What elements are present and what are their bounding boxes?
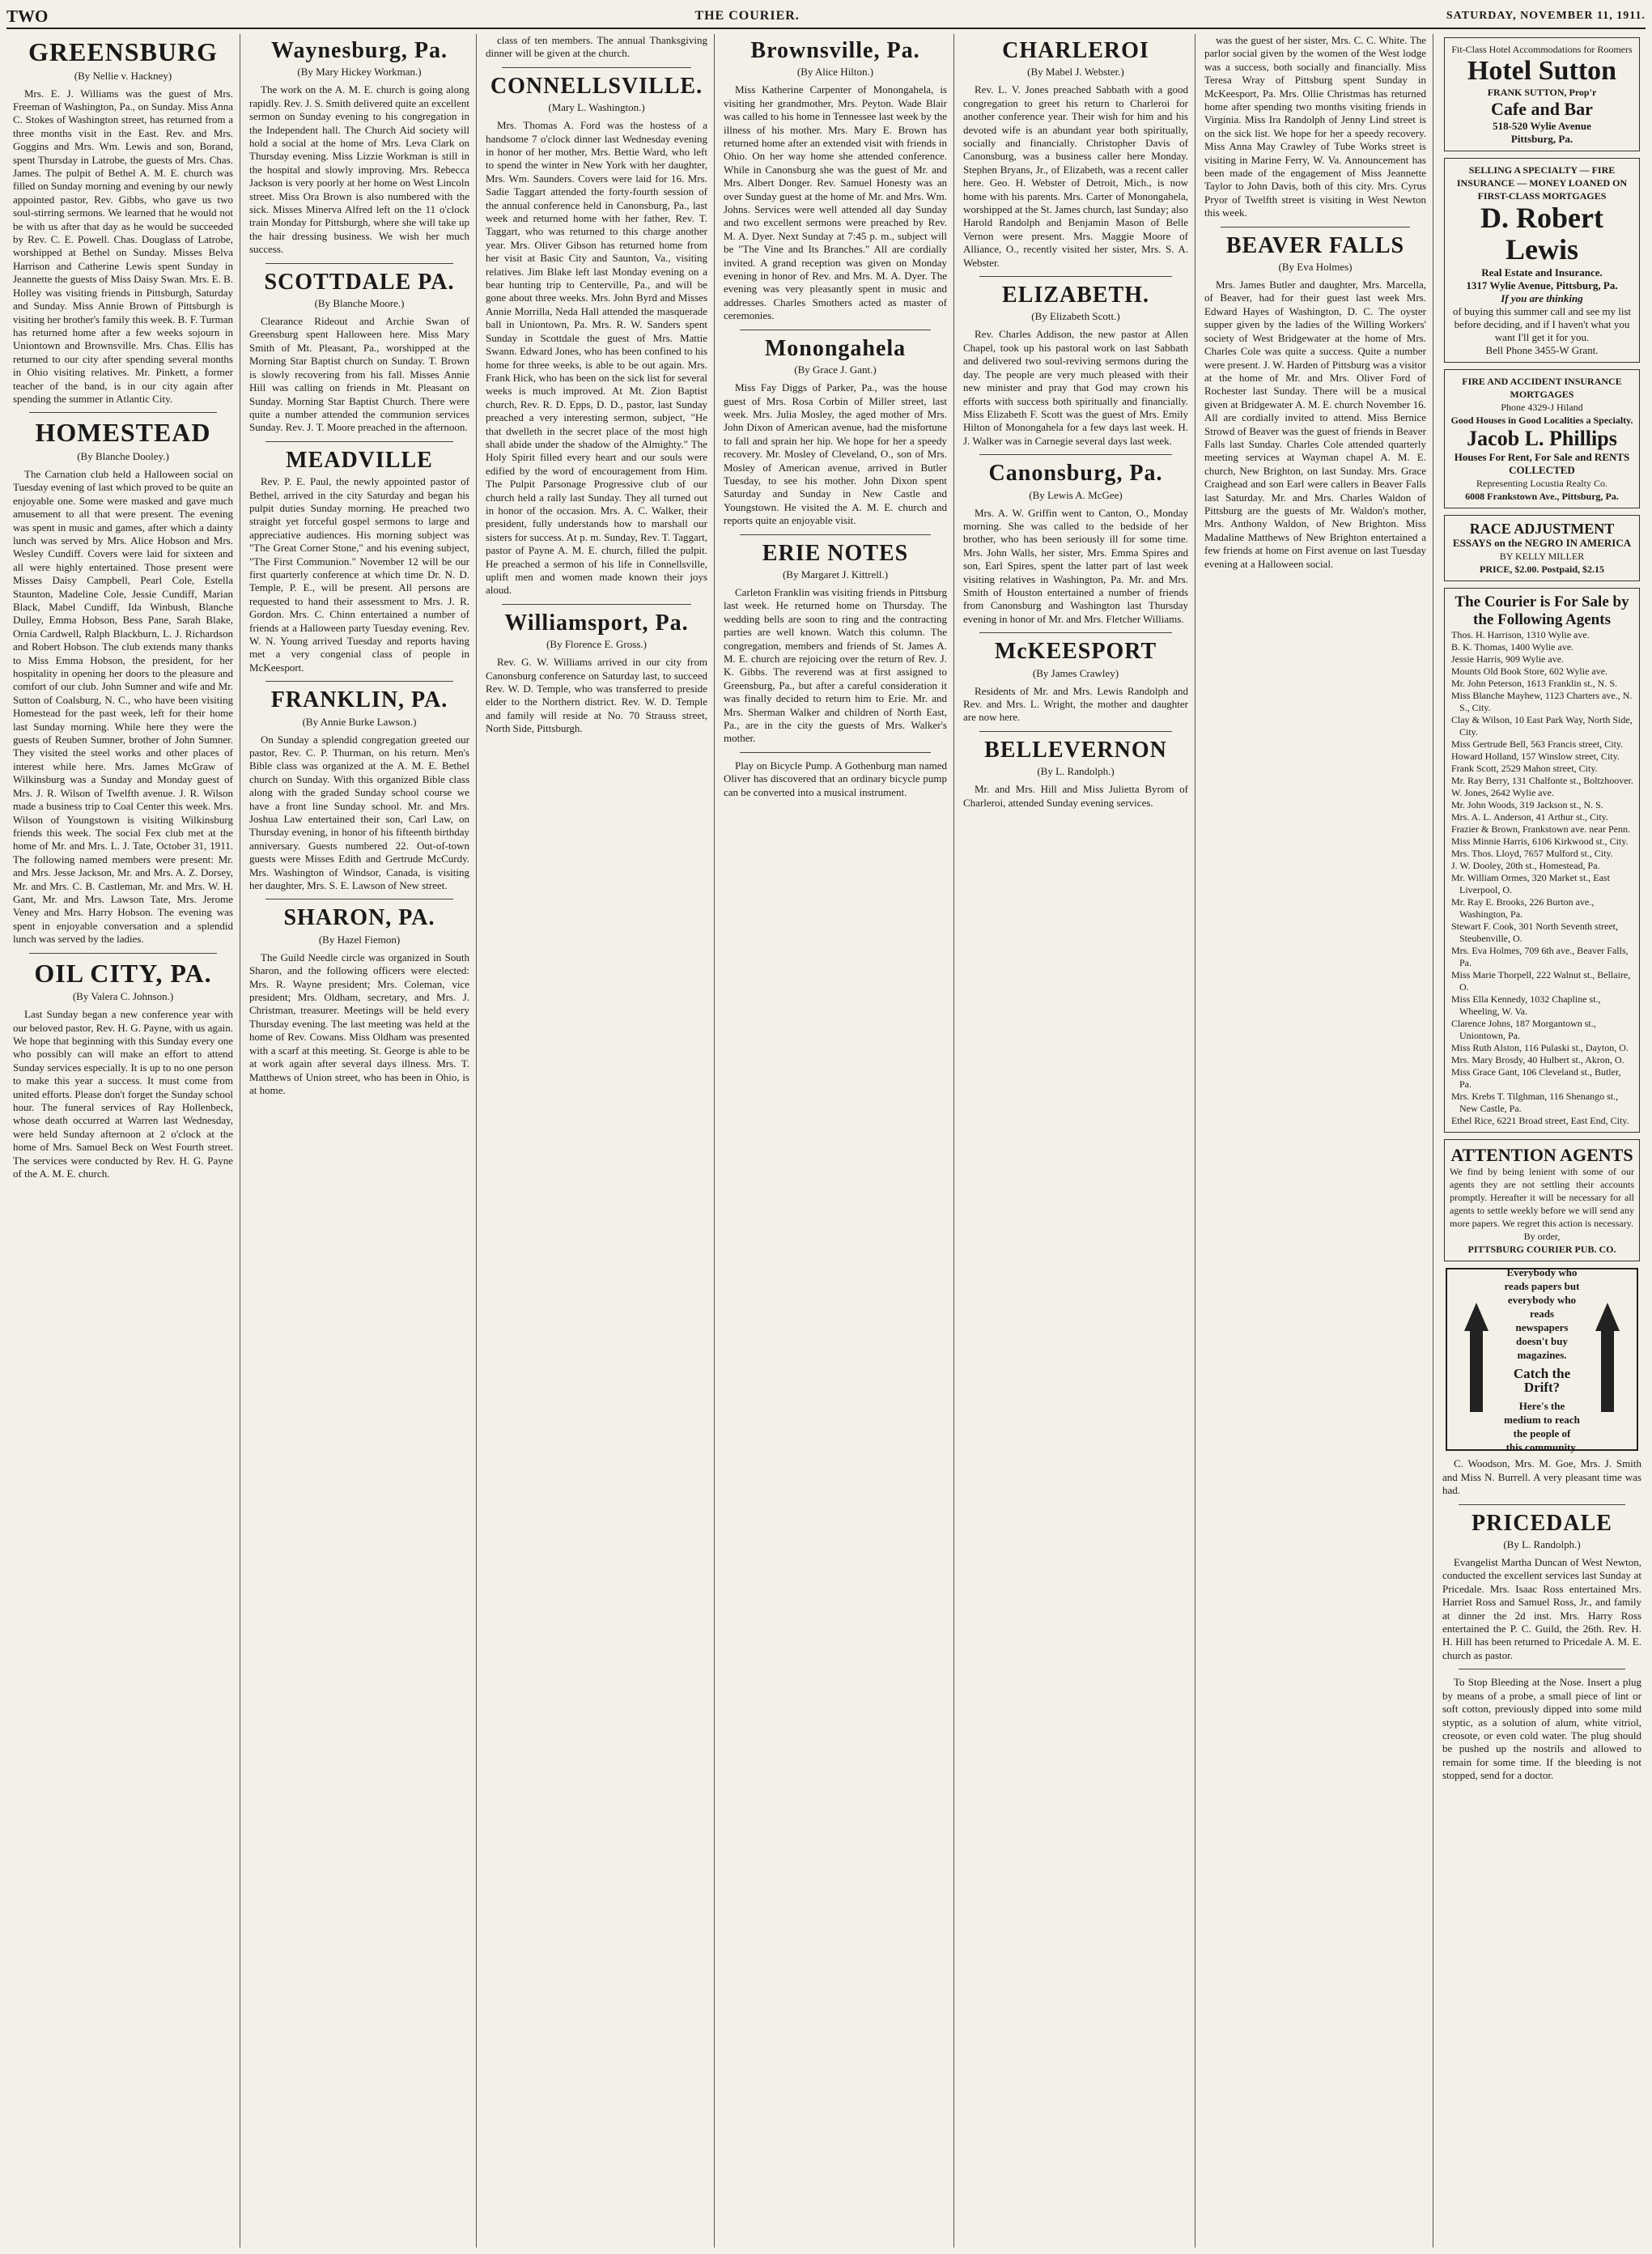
article-body: Mrs. Thomas A. Ford was the hostess of a handsome 7 o'clock dinner last Wednesday evening in honor of her mother, Mrs. Bettie Ward, who left to spend the winter in New York with her daughter, Mrs. Wm. Saunders. Covers were laid for 16. Mrs. Sadie Taggart attended the forty-fourth session of the annual conference held in Canonsburg, Pa., last week and returned home with her father, Rev. T. Taggart, who was returned to this charge another year. Mrs. Oliver Gibson has returned home from her visit at Basic City and Saunton, Va., visiting relatives. Jim Blake left last Monday evening on a bear hunting trip to Centerville, Pa., and will be gone about three weeks. Mrs. John Byrd and Misses Annie Morrilla, Neda Hall attended the masquerade ball in Uniontown, Pa. Mrs. R. W. Sanders spent Sunday in Scottdale the guest of Mrs. Mattie Swann. Edward Jones, who has been confined to his home for three weeks, is able to be out again. Mrs. Frank Hick, who has been on the sick list for several weeks is much improved. At Mt. Zion Baptist church, Rev. R. D. Epps, D. D., pastor, last Sunday preached a very interesting sermon, subject, "He that dwelleth in the secret place of the most high shall abide under the shadow of the Almighty." The Holy Spirit filled every heart and our souls were edified by the word of encouragement from Him. The Pulpit Parsonage Progressive club of our church held a rally last Sunday. They all turned out in honor of the occasion. Mrs. A. C. Walker, their president, fully understands how to marshall our sisters for success. At p. m. Sunday, Rev. T. Taggart, pastor of Payne A. M. E. church, filled the pulpit. He preached a sermon of his life in Connellsville, uplift men and women made known their joys aloud.: [486, 119, 707, 597]
article: [963, 283, 1188, 448]
article-headline: SCOTTDALE PA.: [264, 269, 455, 295]
divider: [979, 276, 1172, 277]
article: [486, 34, 707, 61]
article-body: Rev. G. W. Williams arrived in our city from Canonsburg conference on Saturday last, to succeed Rev. W. D. Temple, who was transferred to preside elder to the Northern district. Rev. W. D. Temple and family will reside at No. 70 Strauss street, North Side, Pittsburgh.: [486, 656, 707, 735]
article-byline: (By Blanche Dooley.): [77, 449, 169, 462]
article: [13, 39, 233, 406]
article-headline: HOMESTEAD: [35, 418, 211, 448]
article-body: Residents of Mr. and Mrs. Lewis Randolph and Rev. and Mrs. L. Wright, the mother and daughter are now here.: [963, 684, 1188, 724]
agent-entry: Mr. William Ormes, 320 Market st., East Liverpool, O.: [1451, 872, 1610, 896]
article-byline: (By L. Randolph.): [1503, 1538, 1581, 1551]
ad-line: Everybody who reads papers but everybody who reads newspapers doesn't buy magazines.: [1504, 1265, 1580, 1361]
agent-entry: Miss Blanche Mayhew, 1123 Charters ave., N. S., City.: [1451, 690, 1633, 714]
article-body: Rev. P. E. Paul, the newly appointed pastor of Bethel, arrived in the city Saturday and began his pulpit duties Sunday morning. He preached two straight yet forceful gospel sermons to large and appreciative audiences. His morning subject was "The Great Corner Stone," and his evening subject, "The First Communion." November 12 will be our first quarterly conference at which time Dr. N. D. Temple, P. E., will be present. All persons are requested to hand their assessment to Mrs. J. R. Gordon. Mrs. C. Chinn entertained a number of friends at a Halloween party Tuesday evening. Rev. W. N. Young arrived Tuesday and reports having met a very congenial class of people in McKeesport.: [249, 475, 469, 674]
ad-subtitle: Cafe and Bar: [1491, 99, 1593, 120]
ad-address: 1317 Wylie Avenue, Pittsburg, Pa.: [1466, 279, 1618, 291]
ad-text: By order,: [1523, 1231, 1561, 1243]
agent-entry: Frank Scott, 2529 Mahon street, City.: [1451, 763, 1598, 775]
article-headline: OIL CITY, PA.: [34, 958, 212, 988]
article-headline: CHARLEROI: [1002, 38, 1149, 63]
article-byline: (By Nellie v. Hackney): [74, 69, 172, 82]
ad-address: 6008 Frankstown Ave., Pittsburg, Pa.: [1465, 490, 1619, 502]
article-body: The Carnation club held a Halloween social on Tuesday evening of last which proved to be quite an enjoyable one. Some were masked and gave much amusement to all that were present. The evening was spent in music and games, after which a dainty lunch was served by Mrs. Alice Hobson and Mrs. Wesley Cundiff. Covers were laid for sixteen and all were highly entertained. Those present were Misses Daisy Campbell, Pearl Cole, Estella Staunton, Madeline Cole, Jessie Cundiff, Marian Black, Mabel Cundiff, Ida Winbush, Blanche Dulley, Emma Hobson, Bess Pane, Sarah Blake, Ornia Cardwell, Ralph Blackburn, L. J. Richardson and Robert Hobson. The club extends many thanks to Miss Emma Hobson, the president, for her hospitality in opening her doors to the pleasure and comfort of our club. John Sumner and wife and Mr. Sutton of Coalsburg, N. C., who have been visiting Homestead for the past week, left for their home last Sunday morning. While here they were the guests of Reuben Sumner, brother of John Sumner. They visited the steel works and other places of interest while here. Mrs. James McGraw of Wilkinsburg was a Sunday and Monday guest of Mrs. J. R. Wilson of Twelfth avenue. J. R. Wilson made a business trip to Coal Center this week. Mrs. Wilson of Youngstown is visiting Wilkinsburg friends this week. The social Fex club met at the home of Mr. and Mrs. L. J. Tate, October 31, 1911. The following named members were present: Mr. and Mrs. Jesse Jackson, Mr. and Mrs. A. Z. Dorsey, Mr. and Mrs. C. B. Castleman, Mr. and Mrs. W. H. Gant, Mr. and Mrs. Lawson Tate, Mrs. Jerome Veney and Mrs. Harry Hobson. The evening was spent in enjoyable conversation and a splendid lunch was served by the ladies.: [13, 467, 233, 946]
divider: [265, 441, 453, 442]
ad-text: Fit-Class Hotel Accommodations for Roomers: [1451, 44, 1633, 55]
article: [486, 611, 707, 736]
article: [13, 419, 233, 946]
divider: [502, 67, 691, 68]
article-byline: (By Elizabeth Scott.): [1031, 310, 1120, 323]
agent-entry: Mrs. Eva Holmes, 709 6th ave., Beaver Falls, Pa.: [1451, 945, 1629, 969]
ad-text: of buying this summer call and see my list before deciding, and if I haven't what you want I'll get it for you.: [1452, 304, 1632, 343]
agents-list: [1450, 629, 1634, 1127]
ad-text: If you are thinking: [1501, 291, 1583, 304]
article-headline: BELLEVERNON: [984, 737, 1167, 763]
article-headline: GREENSBURG: [28, 37, 219, 66]
agent-entry: Mrs. Krebs T. Tilghman, 116 Shenango st., New Castle, Pa.: [1451, 1091, 1619, 1115]
agent-entry: Clarence Johns, 187 Morgantown st., Uniontown, Pa.: [1451, 1018, 1596, 1042]
article-body: was the guest of her sister, Mrs. C. C. White. The parlor social given by the women of the West lodge was a success, both socially and financially. Miss Teresa Wray of Pittsburg spent Sunday in McKeesport, Pa. Mrs. Ollie Christmas has returned home after spending two months visiting friends in Virginia. Miss Ira Randolph of Jenny Lind street is on the sick list. We hope for her a speedy recovery. Miss Anna May Crawley of Tube Works street is visiting in Marine Ferry, W. Va. Announcement has been made of the engagement of Miss Jeannette Taylor to John Davis, both of this city. Mrs. Cyrus Pryor of Twelfth street is visiting in West Newton this week.: [1204, 34, 1426, 219]
agent-entry: B. K. Thomas, 1400 Wylie ave.: [1451, 641, 1574, 653]
article-body: Rev. L. V. Jones preached Sabbath with a good congregation to greet his return to Charleroi for another conference year. Their wish for him and his devoted wife is an abundant year both spiritually, socially and financially. Christopher Davis of Canonsburg, was a business caller here Monday. Stephen Bryans, Jr., of Elizabeth, was a recent caller here. Geo. H. Webster of Detroit, Mich., is now home with his parents. Mrs. Carter of Monongahela, worshipped at the St. James church, last Sunday; also Harold Randolph and Benjamin Mason of Belle Vernon were present. Mrs. Maggie Moore of Alliance, O., recently visited her sister, Mrs. S. A. Webster.: [963, 83, 1189, 269]
page-number: TWO: [6, 6, 49, 26]
ad-text: Houses For Rent, For Sale and RENTS COLLECTED: [1454, 450, 1630, 476]
agent-entry: Mr. Ray Berry, 131 Chalfonte st., Boltzhoover.: [1451, 775, 1633, 787]
agent-entry: Mr. John Woods, 319 Jackson st., N. S.: [1451, 799, 1603, 811]
divider: [740, 752, 931, 753]
article: [1442, 1512, 1641, 1663]
ad-city: Pittsburg, Pa.: [1510, 132, 1573, 145]
article-byline: (By Valera C. Johnson.): [72, 990, 174, 1003]
article-byline: (By L. Randolph.): [1037, 765, 1115, 778]
agent-entry: Clay & Wilson, 10 East Park Way, North Side, City.: [1451, 714, 1633, 738]
article-headline: SHARON, PA.: [283, 905, 435, 931]
article: [724, 337, 947, 528]
race-adjustment-ad: [1444, 515, 1640, 582]
agent-entry: Frazier & Brown, Frankstown ave. near Penn.: [1451, 823, 1630, 836]
agent-entry: W. Jones, 2642 Wylie ave.: [1451, 787, 1554, 799]
article: [249, 39, 469, 257]
ad-title: RACE ADJUSTMENT: [1469, 520, 1615, 537]
article-byline: (By Alice Hilton.): [796, 66, 874, 79]
robert-lewis-ad: [1444, 158, 1640, 363]
ad-subtitle: ESSAYS on the NEGRO IN AMERICA: [1452, 537, 1632, 550]
article-body: Mrs. E. J. Williams was the guest of Mrs. Freeman of Washington, Pa., on Sunday. Miss Anna C. Stokes of Washington street, has returned from a three months visit in the East. Rev. and Mrs. Goggins and Mrs. Wm. Lewis and son, Borand, spent Thursday in Latrobe, the guests of Mrs. Chas. James. The pulpit of Bethel A. M. E. church was filled on Sunday morning and evening by our newly appointed pastor, Rev. Gibbs, who gave us two soul-stirring sermons. We learned that he would not be with us after that day as he would be succeeded by Rev. C. E. Powell. Chas. Douglass of Latrobe, worshipped at Bethel on Sunday. Misses Belva Harrison and Catherine Lewis spent Sunday in Jeannette the guests of Miss Daisy Swan. Mrs. E. B. Holley was visiting friends in Pittsburgh, Saturday and Sunday. Miss Annie Brown of Pittsburgh is visiting her brother's family this week. B. F. Turman has returned home after a few weeks sojourn in Uniontown and Brownsville. Mrs. Chas. Ellis has returned to our city after spending several months in Ohio visiting relatives. Mr. Pinkett, a former teacher of the band, is in our city again after spending the summer in Atlantic City.: [13, 87, 233, 405]
agent-entry: Miss Grace Gant, 106 Cleveland st., Butler, Pa.: [1451, 1066, 1621, 1091]
column-rule: [714, 34, 715, 2248]
column-4: [717, 34, 953, 2248]
hotel-sutton-ad: [1444, 37, 1640, 151]
agent-entry: Mrs. Thos. Lloyd, 7657 Mulford st., City.: [1451, 848, 1613, 860]
agent-entry: Miss Gertrude Bell, 563 Francis street, City.: [1451, 738, 1624, 751]
agent-entry: Mrs. Mary Brosdy, 40 Hulbert st., Akron, O.: [1451, 1054, 1624, 1066]
article-byline: (By Mabel J. Webster.): [1027, 66, 1124, 79]
article-body: On Sunday a splendid congregation greeted our pastor, Rev. C. P. Thurman, on his return. Men's Bible class was organized at the A. M. E. Bethel church on Sunday. With this organized Bible class along with the graded Sunday school course we have a front line Sunday school. Mr. and Mrs. Joshua Law entertained their son, Carl Law, on Thursday evening, in honor of his fifteenth birthday anniversary. Guests numbered 22. Out-of-town guests were Misses Edith and Gertrude McCurdy. Mrs. Washington of Windsor, Canada, is visiting her daughter, Mrs. S. E. Lawson of New street.: [249, 733, 469, 892]
ad-text: [1501, 1262, 1583, 1457]
article-byline: (By Mary Hickey Workman.): [297, 66, 422, 79]
divider: [265, 681, 453, 682]
column-7-ads: [1436, 34, 1648, 2248]
article: [963, 461, 1188, 626]
paper-name: THE COURIER.: [694, 9, 800, 23]
article-headline: FRANKLIN, PA.: [270, 687, 448, 713]
article-headline: Brownsville, Pa.: [750, 38, 920, 63]
divider: [740, 534, 931, 535]
ad-title: Catch the Drift?: [1513, 1365, 1571, 1395]
agent-entry: Miss Marie Thorpell, 222 Walnut st., Bellaire, O.: [1451, 969, 1631, 993]
article-body: Mrs. A. W. Griffin went to Canton, O., Monday morning. She was called to the bedside of her brother, who has been seriously ill for some time. Mrs. John Walls, her sister, Mrs. Emma Spires and son, Earl Spires, spent the latter part of last week visiting relatives in Washington, Pa. Mr. and Mrs. Smith of Houston entertained a number of friends from Canonsburg and Washington last Thursday evening in honor of Mr. and Mrs. Fletcher Williams.: [963, 506, 1188, 625]
article: [963, 39, 1188, 270]
article: [963, 640, 1188, 725]
article-headline: PRICEDALE: [1472, 1510, 1612, 1536]
article-headline: Waynesburg, Pa.: [270, 38, 448, 63]
ad-text: Real Estate and Insurance.: [1481, 266, 1603, 279]
article: [1442, 1457, 1641, 1497]
article-headline: BEAVER FALLS: [1225, 232, 1405, 258]
article: [249, 270, 469, 435]
article: [1204, 34, 1426, 220]
ad-title: ATTENTION AGENTS: [1450, 1145, 1633, 1166]
article: [724, 759, 947, 799]
agent-entry: Mr. John Peterson, 1613 Franklin st., N. S.: [1451, 678, 1618, 690]
column-3: [479, 34, 714, 2248]
article: [724, 542, 947, 746]
article: [1204, 234, 1426, 571]
courier-agents-list: [1444, 588, 1640, 1133]
masthead: [6, 5, 1646, 29]
article: [486, 74, 707, 598]
article-body: class of ten members. The annual Thanksgiving dinner will be given at the church.: [486, 34, 707, 60]
ad-address: 518-520 Wylie Avenue: [1493, 119, 1591, 132]
article: [249, 449, 469, 674]
agent-entry: Jessie Harris, 909 Wylie ave.: [1451, 653, 1565, 666]
article-headline: ERIE NOTES: [762, 540, 909, 566]
article-byline: (By Annie Burke Lawson.): [302, 715, 417, 728]
catch-the-drift-ad: [1446, 1265, 1638, 1453]
divider: [29, 953, 217, 954]
issue-date: SATURDAY, NOVEMBER 11, 1911.: [1446, 10, 1646, 22]
divider: [29, 412, 217, 413]
ad-text: FRANK SUTTON, Prop'r: [1487, 87, 1597, 99]
article-headline: Williamsport, Pa.: [504, 610, 689, 636]
ad-phone: Phone 4329-J Hiland: [1501, 401, 1583, 413]
article-body: Mrs. James Butler and daughter, Mrs. Marcella, of Beaver, had for their guest last week Mrs. Edward Hayes of Washington, D. C. The oyster supper given by the ladies of the Willing Workers' society of West Bridgewater at the home of Mrs. Charles Cole was quite a success. Quite a number were present. J. W. Harden of Pittsburg was a visitor at the home of Mr. and Mrs. Oliver Ford of Rochester last Sunday. There will be a musical given at Bridgewater A. M. E. church November 16. All are cordially invited to attend. Miss Bernice Strowd of Beaver was the guest of friends in Beaver Falls last Sunday. Charles Cole attended quarterly meeting services at Wayman chapel A. M. E. church, New Brighton, on last Sunday. Mrs. Grace Craighead and son Earl were callers in Beaver Falls last Saturday. Mr. and Mrs. Charles Waldon of Pittsburg are the guests of Mr. Waldon's mother, Mrs. Anthony Waldon, of New Brighton. Miss Madaline Matthews of New Brighton entertained a few friends at home on First avenue on last Tuesday evening at a Halloween social.: [1204, 279, 1426, 570]
article-body: Miss Fay Diggs of Parker, Pa., was the house guest of Mrs. Rosa Corbin of Miller street, last week. Mrs. Julia Mosley, the aged mother of Mrs. John Dixon of American avenue, had the misfortune to fall and sprain her hip. We hope for her a speedy recovery. Mr. Mosley of Cleveland, O., son of Mrs. Mosley of American avenue, arrived in Butler Tuesday, to see his mother. John Dixon spent Saturday and Sunday in New Castle and Youngstown. He visited the A. M. E. church and reports quite an enjoyable visit.: [724, 381, 947, 527]
article-byline: (By Blanche Moore.): [314, 297, 405, 310]
article: [963, 738, 1188, 810]
article-byline: (By Hazel Fiemon): [318, 933, 401, 946]
article-byline: (By James Crawley): [1032, 666, 1119, 679]
divider: [979, 632, 1172, 633]
article: [1442, 1676, 1641, 1782]
article-body: Mr. and Mrs. Hill and Miss Julietta Byrom of Charleroi, attended Sunday evening services.: [963, 783, 1188, 809]
divider: [1459, 1504, 1625, 1505]
ad-line: Here's the medium to reach the people of this community.: [1504, 1399, 1580, 1453]
agent-entry: Stewart F. Cook, 301 North Seventh street, Steubenville, O.: [1451, 921, 1619, 945]
column-rule: [476, 34, 477, 2248]
article-body: C. Woodson, Mrs. M. Goe, Mrs. J. Smith and Miss N. Burrell. A very pleasant time was had.: [1442, 1457, 1641, 1497]
ad-text: SELLING A SPECIALTY — FIRE INSURANCE — MONEY LOANED ON FIRST-CLASS MORTGAGES: [1456, 164, 1628, 202]
jacob-phillips-ad: [1444, 369, 1640, 508]
article: [724, 39, 947, 323]
ad-text: FIRE AND ACCIDENT INSURANCE MORTGAGES: [1462, 375, 1622, 400]
agent-entry: Mr. Ray E. Brooks, 226 Burton ave., Washington, Pa.: [1451, 896, 1595, 921]
column-5: [957, 34, 1195, 2248]
article-body: Play on Bicycle Pump. A Gothenburg man named Oliver has discovered that an ordinary bicycle pump can be converted into a musical instrument.: [724, 759, 947, 798]
agent-entry: Mounts Old Book Store, 602 Wylie ave.: [1451, 666, 1608, 678]
article-byline: (Mary L. Washington.): [548, 101, 645, 114]
ad-title: D. Robert Lewis: [1480, 201, 1603, 266]
agent-entry: Miss Minnie Harris, 6106 Kirkwood st., City.: [1451, 836, 1629, 848]
ad-title: Jacob L. Phillips: [1467, 426, 1617, 450]
article-body: Miss Katherine Carpenter of Monongahela, is visiting her grandmother, Mrs. Peyton. Wade Blair was called to his home in Tennessee last week by the illness of his mother. Mrs. Mary E. Brown has returned home after an extended visit with friends in Ohio. On her way home she attended conference. While in Canonsburg she was the guest of Mr. and Mrs. Albert Donger. Rev. Samuel Honesty was an over Sunday guest at the home of Mr. and Mrs. Wm. Johns. Services were well attended all day Sunday and two excellent sermons were preached by Rev. M. A. Dyer. Next Sunday at 7:45 p. m., subject will be "The Vine and Its Branches." All are cordially invited. A grand reception was given on Monday evening in honor of Rev. and Mrs. M. A. Dyer. The evening was very pleasantly spent in music and addresses. Charles Smothers acted as master of ceremonies.: [724, 83, 947, 322]
article-body: The Guild Needle circle was organized in South Sharon, and the following officers were elected: Mrs. R. Wayne president; Mrs. Coleman, vice president; Mrs. Oldham, secretary, and Mrs. J. Christman, treasurer. Meetings will be held every Thursday evening. The last meeting was held at the home of Rev. Cowans. Miss Oldham was presented with a scarf at this meeting. St. George is able to be at work again after several days illness. Mrs. T. Matthews of Union street, who has been in Ohio, is at home.: [249, 951, 469, 1096]
article-headline: CONNELLSVILLE.: [490, 73, 703, 99]
article-body: Last Sunday began a new conference year with our beloved pastor, Rev. H. G. Payne, with us again. We hope that beginning with this Sunday every one who possibly can will make an effort to attend Sunday services especially. It is up to no one person to make this year a success. It must come from united efforts. Please don't forget the Sunday school hour. The funeral services of Ray Hollenbeck, whose death occurred at Warren last Wednesday, were held Sunday afternoon at 2 o'clock at the home of Mrs. Samuel Beck on West Fourth street. The services were conducted by Rev. H. G. Payne of the A. M. E. church.: [13, 1008, 233, 1180]
ad-title: Hotel Sutton: [1467, 56, 1617, 86]
article: [249, 688, 469, 892]
article-headline: Monongahela: [764, 335, 907, 361]
divider: [1221, 227, 1410, 228]
column-1: [6, 34, 240, 2248]
article-headline: McKEESPORT: [994, 639, 1157, 665]
pointing-hand-icon: [1452, 1299, 1501, 1420]
agent-entry: Miss Ruth Alston, 116 Pulaski st., Dayton, O.: [1451, 1042, 1629, 1054]
article-byline: (By Margaret J. Kittrell.): [782, 568, 889, 581]
article-body: Carleton Franklin was visiting friends in Pittsburg last week. He returned home on Thursday. The wedding bells are soon to ring and the contracting parties are well known. Watch this column. The congregation, members and friends of St. James A. M. E. church are rejoicing over the return of Rev. J. K. Gibbs. The reverend was at first assigned to Greensburg, Pa., but after a careful consideration it was finally decided to return him to Erie. Mr. and Mrs. Sherman Walker and children of North East, Pa., are in the city the guests of Mrs. Walker's mother.: [724, 585, 947, 745]
article-byline: (By Eva Holmes): [1278, 261, 1353, 274]
column-6: [1198, 34, 1433, 2248]
ad-text: We find by being lenient with some of our agents they are not settling their accounts promptly. Hereafter it will be necessary for all agents to settle weekly before we will send any more papers. We regret this action is necessary.: [1450, 1166, 1634, 1230]
attention-agents-notice: [1444, 1139, 1640, 1261]
article-body: Rev. Charles Addison, the new pastor at Allen Chapel, took up his pastoral work on last Sabbath and delivered two soul-reviving sermons during the day. The people are very much pleased with their new minister and pray that God may crown his efforts with success both spiritually and financially. Miss Elizabeth F. Scott was the guest of Mrs. Emily Hilton of Monongahela for a few days last week. H. J. Walker was in Carnegie several days last week.: [963, 328, 1188, 447]
article: [13, 960, 233, 1181]
ad-text: PITTSBURG COURIER PUB. CO.: [1467, 1244, 1616, 1256]
article-headline: Canonsburg, Pa.: [988, 461, 1163, 487]
ad-text: Good Houses in Good Localities a Specialty.: [1450, 414, 1633, 426]
article-headline: ELIZABETH.: [1002, 283, 1149, 308]
agent-entry: Thos. H. Harrison, 1310 Wylie ave.: [1451, 629, 1590, 641]
column-rule: [953, 34, 954, 2248]
divider: [979, 454, 1172, 455]
divider: [979, 731, 1172, 732]
ad-text: Representing Locustia Realty Co.: [1476, 477, 1607, 489]
column-2: [243, 34, 476, 2248]
article-byline: (By Lewis A. McGee): [1029, 488, 1123, 501]
article-body: Clearance Rideout and Archie Swan of Greensburg spent Halloween here. Miss Mary Smith of Mt. Pleasant, Pa., worshipped at the Morning Star Baptist church on Sunday. T. Brown is slowly recovering from his fall. Misses Annie Hill was calling on friends in Mt. Pleasant on Sunday. Morning Star Baptist Church. There were quite a number attended the communion services Sunday. Rev. J. T. Moore preached in the afternoon.: [249, 315, 469, 434]
article: [249, 906, 469, 1097]
ad-price: PRICE, $2.00. Postpaid, $2.15: [1479, 564, 1604, 576]
pointing-hand-icon: [1583, 1299, 1632, 1420]
agent-entry: J. W. Dooley, 20th st., Homestead, Pa.: [1451, 860, 1600, 872]
agent-entry: Miss Ella Kennedy, 1032 Chapline st., Wheeling, W. Va.: [1451, 993, 1601, 1018]
article-body: Evangelist Martha Duncan of West Newton, conducted the excellent services last Sunday at Pricedale. Mrs. Isaac Ross entertained Mrs. Harriet Ross and Samuel Ross, Jr., and family at dinner the 2d inst. Mrs. Harry Ross entertained the P. C. Guild, the 26th. Rev. H. H. Hill has been returned to Pricedale A. M. E. church as pastor.: [1442, 1556, 1641, 1661]
article-headline: MEADVILLE: [286, 447, 433, 473]
divider: [502, 604, 691, 605]
agent-entry: Mrs. A. L. Anderson, 41 Arthur st., City.: [1451, 811, 1608, 823]
ad-phone: Bell Phone 3455-W Grant.: [1485, 343, 1599, 356]
ad-title: The Courier is For Sale by the Following Agents: [1455, 593, 1629, 629]
agent-entry: Howard Holland, 157 Winslow street, City.: [1451, 751, 1620, 763]
article-body: The work on the A. M. E. church is going along rapidly. Rev. J. S. Smith delivered quite an excellent sermon on Sunday evening to his congregation in the Independent hall. The Church Aid society will hold a social at the home of Mrs. Leva Clark on Thursday evening. Miss Lizzie Workman is still in the hospital and slowly improving. Mrs. Rebecca Jackson is very poorly at her home on West Lincoln street. Miss Ora Brown is also numbered with the sick. Misses Minerva Alfred left on the 11 o'clock train Monday for Pittsburgh, where she will take up the hair dressing business. We wish her much success.: [249, 83, 469, 256]
divider: [265, 263, 453, 264]
ad-text: BY KELLY MILLER: [1499, 551, 1585, 563]
article-body: To Stop Bleeding at the Nose. Insert a plug by means of a probe, a small piece of lint or soft cotton, previously dipped into some mild styptic, as a solution of alum, white vitriol, creosote, or even cold water. The plug should be pushed up the nostrils and allowed to remain for some time. If the bleeding is not stopped, send for a doctor.: [1442, 1676, 1641, 1782]
article-byline: (By Grace J. Gant.): [794, 364, 877, 376]
article-byline: (By Florence E. Gross.): [546, 638, 647, 651]
agent-entry: Ethel Rice, 6221 Broad street, East End, City.: [1451, 1115, 1629, 1127]
